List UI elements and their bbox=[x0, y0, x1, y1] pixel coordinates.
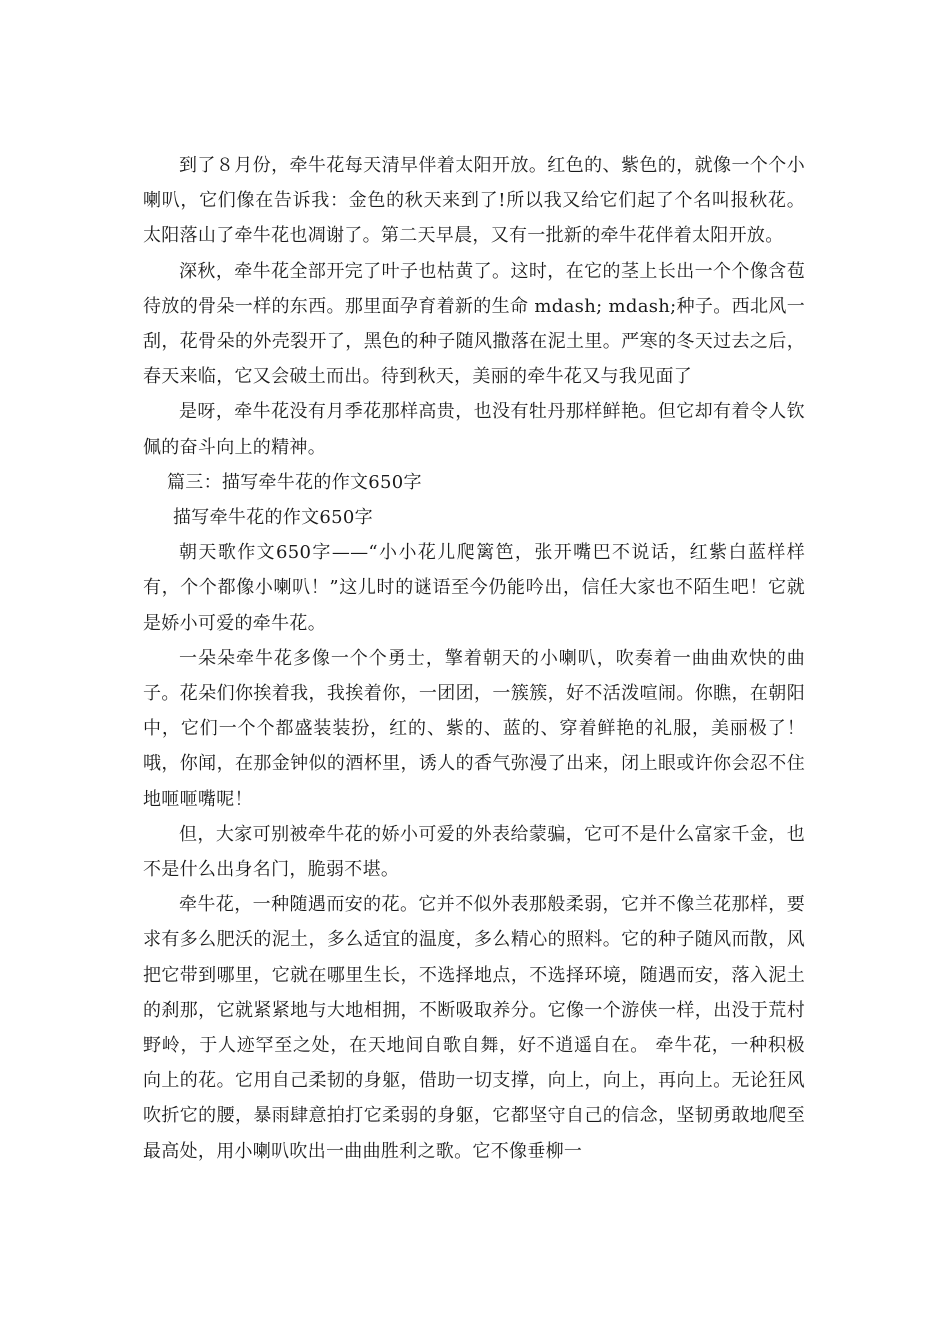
section-heading: 篇三：描写牵牛花的作文650字 bbox=[167, 471, 422, 493]
paragraph-not-fragile: 但，大家可别被牵牛花的娇小可爱的外表给蒙骗，它可不是什么富家千金，也不是什么出身名门，脆弱不堪。 bbox=[143, 823, 805, 881]
document-body bbox=[143, 148, 805, 1169]
paragraph-late-autumn: 深秋，牵牛花全部开完了叶子也枯黄了。这时，在它的茎上长出一个个像含苞待放的骨朵一样的东西。那里面孕育着新的生命 mdash; mdash;种子。西北风一刮，花骨朵的外壳裂开了，黑色的种子随风撒落在泥土里。严寒的冬天过去之后，春天来临，它又会破土而出。待到秋天，美丽的牵牛花又与我见面了 bbox=[143, 260, 805, 388]
paragraph-spirit: 是呀，牵牛花没有月季花那样高贵，也没有牡丹那样鲜艳。但它却有着令人钦佩的奋斗向上的精神。 bbox=[143, 401, 805, 458]
paragraph-warriors: 一朵朵牵牛花多像一个个勇士，擎着朝天的小喇叭，吹奏着一曲曲欢快的曲子。花朵们你挨着我，我挨着你，一团团，一簇簇，好不活泼喧闹。你瞧，在朝阳中，它们一个个都盛装装扮，红的、紫的、蓝的、穿着鲜艳的礼服，美丽极了！哦，你闻，在那金钟似的酒杯里，诱人的香气弥漫了出来，闭上眼或许你会忍不住地咂咂嘴呢！ bbox=[143, 647, 805, 810]
essay-title: 描写牵牛花的作文650字 bbox=[173, 507, 373, 529]
paragraph-adaptable: 牵牛花，一种随遇而安的花。它并不似外表那般柔弱，它并不像兰花那样，要求有多么肥沃的泥土，多么适宜的温度，多么精心的照料。它的种子随风而散，风把它带到哪里，它就在哪里生长，不选择地点，不选择环境，随遇而安，落入泥土的刹那，它就紧紧地与大地相拥，不断吸取养分。它像一个游侠一样，出没于荒村野岭，于人迹罕至之处，在天地间自歌自舞，好不逍遥自在。 牵牛花，一种积极向上的花。它用自己柔韧的身躯，借助一切支撑，向上，向上，再向上。无论狂风吹折它的腰，暴雨肆意拍打它柔弱的身躯，它都坚守自己的信念，坚韧勇敢地爬至最高处，用小喇叭吹出一曲曲胜利之歌。它不像垂柳一 bbox=[143, 894, 805, 1162]
paragraph-august-bloom: 到了８月份，牵牛花每天清早伴着太阳开放。红色的、紫色的，就像一个个小喇叭，它们像在告诉我：金色的秋天来到了!所以我又给它们起了个名叫报秋花。太阳落山了牵牛花也凋谢了。第二天早晨，又有一批新的牵牛花伴着太阳开放。 bbox=[143, 155, 805, 247]
paragraph-riddle: 朝天歌作文650字——“小小花儿爬篱笆，张开嘴巴不说话，红紫白蓝样样有，个个都像小喇叭！”这儿时的谜语至今仍能吟出，信任大家也不陌生吧！它就是娇小可爱的牵牛花。 bbox=[143, 542, 805, 634]
